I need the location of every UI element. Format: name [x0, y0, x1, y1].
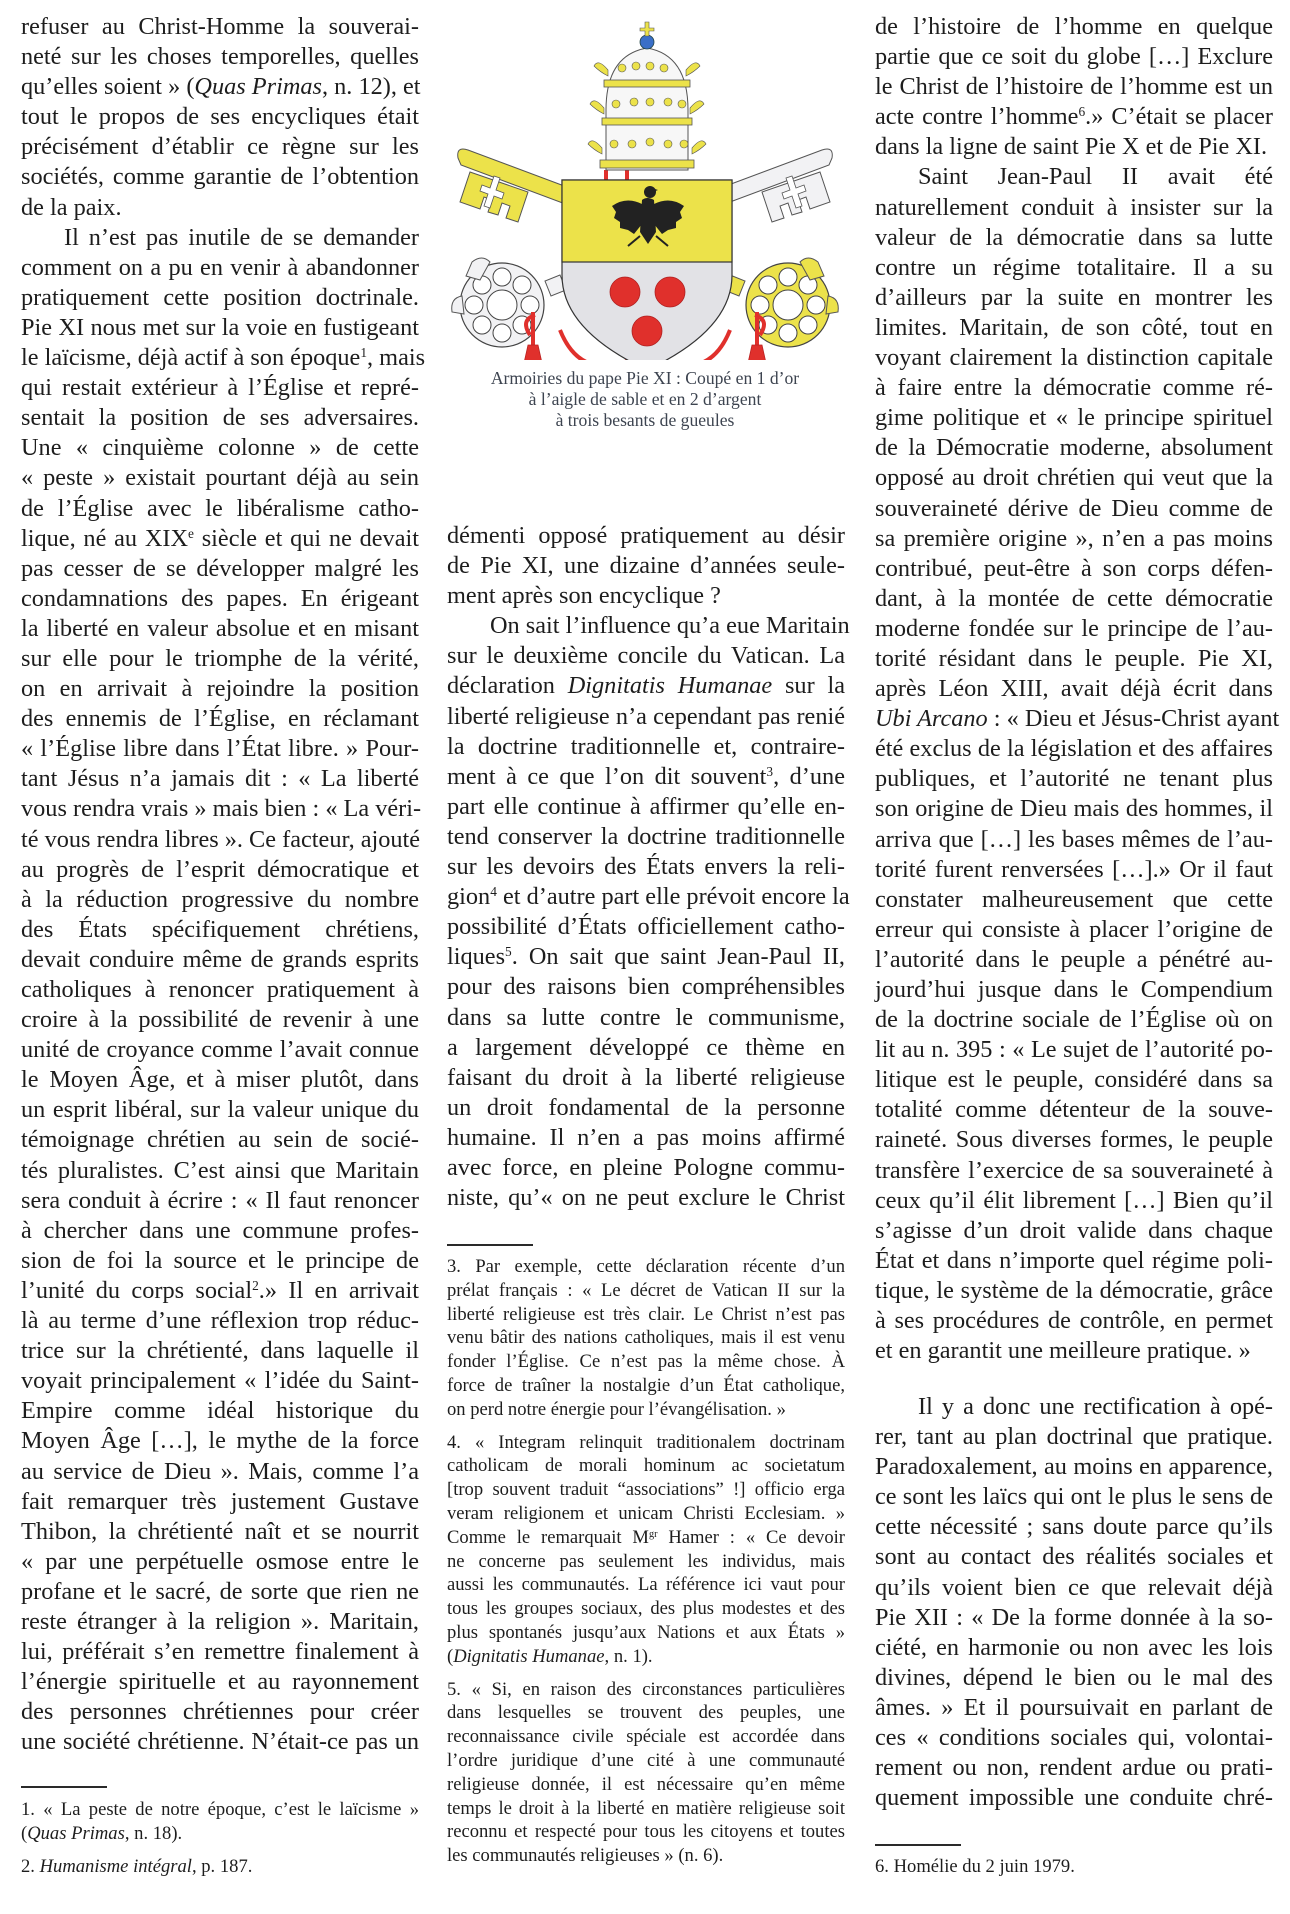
text-line: un droit fondamental de la personne — [447, 1093, 845, 1121]
footnote-line: force de traîner la nostalgie d’un État catholique, — [447, 1374, 845, 1396]
footnote-line: 3. Par exemple, cette déclaration récente d’un — [447, 1256, 845, 1277]
text-line: sera conduit à écrire : « Il faut renoncer — [21, 1186, 419, 1214]
footnote-line: l’ordre juridique d’une cité à une communauté — [447, 1749, 845, 1771]
text-line: refuser au Christ-Homme la souverai- — [21, 13, 419, 40]
footnote-line: les communautés religieuses » (n. 6). — [447, 1845, 724, 1867]
text-line: Thibon, la chrétienté naît et se nourrit — [21, 1517, 419, 1545]
italic-title: Ubi Arcano — [875, 705, 988, 733]
text-line: pour des raisons bien compréhensibles — [447, 973, 845, 1001]
footnote-line: religieuse donnée, il est nécessaire qu’en même — [447, 1773, 845, 1795]
text-line: niste, qu’« on ne peut exclure le Christ — [447, 1184, 845, 1212]
text-line: voyant clairement la distinction capitale — [875, 344, 1273, 372]
text-line: âmes. » Et il poursuivait en parlant de — [875, 1693, 1273, 1721]
text-line: faisant du droit à la liberté religieuse — [447, 1063, 845, 1091]
text-line: constater malheureusement que cette — [875, 885, 1273, 913]
text-line: erreur qui consiste à placer l’origine de — [875, 915, 1273, 943]
text-line: Pie XI nous met sur la voie en fustigeant — [21, 313, 419, 341]
papal-tiara — [588, 22, 706, 170]
text-line: Il n’est pas inutile de se demander — [64, 223, 419, 251]
text-line: à ses procédures de contrôle, en permet — [875, 1307, 1273, 1335]
text-line: partie que ce soit du globe […] Exclure — [875, 43, 1273, 71]
footnote-gap — [447, 1422, 845, 1431]
text-line: divines, dépend le bien ou le mal des — [875, 1663, 1273, 1691]
text-line: été exclus de la législation et des affaires — [875, 735, 1273, 763]
middle-column-body — [447, 521, 850, 1213]
text-line: Il y a donc une rectification à opé- — [918, 1393, 1273, 1420]
text-line: précisément d’établir ce règne sur les — [21, 133, 419, 161]
orb-icon — [640, 35, 654, 49]
footnote-line: reconnu et respecté pour tous les citoyens et toutes — [447, 1821, 845, 1843]
left-column-footnotes — [21, 1798, 419, 1878]
text-line: au service de Dieu ». Mais, comme l’a — [21, 1457, 419, 1485]
text-line: lique, né au XIXe siècle et qui ne devait — [21, 524, 419, 552]
text-line: « par une perpétuelle osmose entre le — [21, 1547, 419, 1575]
text-line: un esprit libéral, sur la valeur unique du — [21, 1096, 419, 1124]
coat-of-arms-pius-xi — [430, 0, 860, 360]
footnote-line: 5. « Si, en raison des circonstances particulières — [447, 1678, 845, 1700]
shield — [562, 180, 732, 360]
right-column-body-continued — [875, 1392, 1273, 1813]
italic-title: Dignitatis Humanae — [567, 672, 773, 700]
footnote — [21, 1855, 419, 1879]
text-line: reste étranger à la religion ». Maritain, — [21, 1607, 419, 1635]
text-line: ces « conditions sociales qui, volontai- — [875, 1724, 1273, 1752]
text-line: humaine. Il n’en a pas moins affirmé — [447, 1123, 845, 1151]
footnote-ref[interactable]: 2 — [252, 1277, 259, 1293]
footnote-ref[interactable]: 1 — [360, 345, 368, 361]
text-line: qu’elles soient » (Quas Primas, n. 12), et — [21, 73, 421, 101]
italic-title: Humanisme intégral — [39, 1855, 192, 1877]
text-line: liberté religieuse n’a cependant pas renié — [447, 702, 845, 730]
footnote-line: fonder l’Église. Ce n’est pas la même chose. À — [447, 1351, 845, 1373]
text-line: et en garantit une meilleure pratique. » — [875, 1337, 1251, 1365]
footnote-rule-left — [21, 1786, 107, 1788]
text-line: contre un régime totalitaire. Il a su — [875, 253, 1273, 281]
text-line: le Christ de l’histoire de l’homme est un — [875, 73, 1273, 101]
footnote-ref[interactable]: e — [188, 525, 194, 541]
text-line: part elle continue à affirmer qu’elle en- — [447, 792, 845, 820]
text-line: profane et le sacré, de sorte que rien ne — [21, 1577, 419, 1605]
text-line: fait remarquer très justement Gustave — [21, 1487, 419, 1515]
text-line: « peste » existait pourtant déjà au sein — [21, 464, 419, 492]
text-line: pas cesser de se développer malgré les — [21, 554, 419, 582]
footnote — [875, 1855, 1273, 1879]
text-line: voyait principalement « l’idée du Saint- — [21, 1367, 419, 1395]
footnote-line: tous les groupes sociaux, des plus modestes et des — [447, 1598, 845, 1620]
footnote — [447, 1255, 845, 1422]
text-line: tant Jésus n’a jamais dit : « La liberté — [21, 765, 419, 793]
text-line: croire à la possibilité de revenir à une — [21, 1006, 419, 1034]
text-line: sont au contact des réalités sociales et — [875, 1543, 1273, 1571]
text-line: de la paix. — [21, 193, 122, 221]
text-line: la liberté en valeur absolue et en misant — [21, 614, 419, 642]
text-line: lit au n. 395 : « Le sujet de l’autorité po- — [875, 1036, 1273, 1064]
text-line: « l’Église libre dans l’État libre. » Pour- — [21, 735, 419, 763]
footnote-line: (Dignitatis Humanae, n. 1). — [447, 1645, 653, 1667]
caption-line: à l’aigle de sable et en 2 d’argent — [528, 389, 762, 409]
text-line: gion$^4$ et d’autre part elle prévoit encore la — [447, 883, 850, 911]
right-column-footnotes — [875, 1855, 1273, 1879]
footnote-line: 6. Homélie du 2 juin 1979. — [875, 1856, 1075, 1877]
text-line: de la Démocratie moderne, absolument — [875, 434, 1273, 462]
text-line: des ennemis de l’Église, en réclamant — [21, 705, 419, 733]
text-line: rement ou non, rendent ardue ou prati- — [875, 1754, 1273, 1782]
text-line: Moyen Âge […], le mythe de la force — [21, 1427, 419, 1455]
footnote-line: catholicam de morali hominum ac societatum — [447, 1455, 845, 1477]
footnote — [447, 1678, 845, 1868]
text-line: contribué, peut-être à son corps défen- — [875, 554, 1273, 582]
text-line: transfère l’exercice de sa souveraineté à — [875, 1156, 1273, 1184]
text-line: gime politique et « le principe spirituel — [875, 404, 1273, 432]
text-line: cette nécessité ; sans doute parce qu’ils — [875, 1513, 1273, 1541]
text-line: d’ailleurs par la suite en montrer les — [875, 283, 1273, 311]
text-line: s’agisse d’un droit valide dans chaque — [875, 1216, 1273, 1244]
footnote-ref[interactable]: 6 — [1078, 104, 1086, 120]
text-line: Pie XII : « De la forme donnée à la so- — [875, 1603, 1273, 1631]
text-line: tique, le système de la démocratie, grâce — [875, 1276, 1273, 1304]
italic-title: Quas Primas — [27, 1822, 125, 1844]
text-line: limites. Maritain, de son côté, tout en — [875, 313, 1273, 341]
text-line: des États spécifiquement chrétiens, — [21, 915, 419, 943]
text-line: déclaration Dignitatis Humanae sur la — [447, 672, 845, 700]
footnote-ref[interactable]: gr — [648, 1528, 658, 1540]
footnote-line: veram religionem et unicam Christi Ecclesiam. » — [447, 1502, 845, 1524]
text-line: totalité comme détenteur de la souve- — [875, 1096, 1273, 1124]
text-line: valeur de la démocratie dans sa lutte — [875, 223, 1273, 251]
text-line: la doctrine traditionnelle et, contraire- — [447, 732, 845, 760]
text-line: une société chrétienne. N’était-ce pas un — [21, 1728, 419, 1756]
footnote-line: dans lesquelles se trouvent des peuples, une — [447, 1702, 845, 1724]
text-line: qui restait extérieur à l’Église et repré- — [21, 374, 419, 402]
footnote-line: ne concerne pas seulement les individus, mais — [447, 1550, 845, 1572]
text-line: publiques, et l’autorité ne tenant plus — [875, 765, 1273, 793]
text-line: sur les devoirs des États envers la reli- — [447, 853, 845, 881]
text-line: à faire entre la démocratie comme ré- — [875, 374, 1273, 402]
text-line: comment on a pu en venir à abandonner — [21, 253, 419, 281]
text-line: sa première origine », n’en a pas moins — [875, 524, 1273, 552]
paragraph — [875, 12, 1273, 162]
text-line: l’énergie spirituelle et au rayonnement — [21, 1668, 419, 1696]
text-line: pratiquement cette position doctrinale. — [21, 283, 419, 311]
footnote-line: liberté religieuse est très clair. Le Christ n’est pas — [447, 1303, 845, 1325]
text-line: catholiques à renoncer pratiquement à — [21, 976, 419, 1003]
text-line: ment à ce que l’on dit souvent$^3$, d’une — [447, 762, 845, 790]
footnote-line: venu bâtir des nations catholiques, mais il est venu — [447, 1327, 845, 1349]
text-line: Empire comme idéal historique du — [21, 1397, 419, 1425]
text-line: litique est le peuple, considéré dans sa — [875, 1066, 1273, 1094]
footnote-line: plus spontanés jusqu’aux Nations et aux États » — [447, 1621, 845, 1643]
text-line: témoignage chrétien au sein de socié- — [21, 1126, 419, 1154]
footnote-line: on perd notre énergie pour l’évangélisation. » — [447, 1398, 786, 1420]
text-line: torité résidant dans le peuple. Pie XI, — [875, 644, 1273, 672]
right-column-body — [875, 12, 1280, 1366]
footnote-ref[interactable]: 3 — [766, 763, 774, 779]
text-line: Une « cinquième colonne » de cette — [21, 434, 419, 462]
text-line: devait conduire même de grands esprits — [21, 945, 419, 973]
text-line: à la réduction progressive du nombre — [21, 885, 419, 913]
besant-2 — [655, 277, 685, 307]
footnote-gap — [447, 1669, 845, 1678]
text-line: sion de foi la source et le principe de — [21, 1246, 419, 1274]
text-line: a largement développé ce thème en — [447, 1033, 845, 1061]
text-line: Saint Jean-Paul II avait été — [918, 163, 1273, 191]
text-line: ce sont les laïcs qui ont le plus le sens de — [875, 1483, 1273, 1511]
text-line: sentait la position de ses adversaires. — [21, 404, 419, 432]
text-line: l’autorité dans le peuple a pénétré au- — [875, 945, 1273, 973]
text-line: dans la ligne de saint Pie X et de Pie XI. — [875, 133, 1268, 161]
footnote-ref[interactable]: 4 — [490, 884, 497, 900]
footnote-line: 1. « La peste de notre époque, c’est le laïcisme » — [21, 1799, 419, 1820]
text-line: trice sur la chrétienté, dans laquelle il — [21, 1337, 419, 1365]
text-line: vous rendra vrais » mais bien : « La véri- — [21, 795, 422, 823]
footnote-rule-right — [875, 1844, 961, 1846]
italic-title: Dignitatis Humanae — [453, 1645, 605, 1667]
footnote — [447, 1431, 845, 1669]
besant-3 — [632, 316, 662, 346]
text-line: moderne fondée sur le principe de l’au- — [875, 614, 1273, 642]
footnote-line: temps le droit à la liberté en matière religieuse soit — [447, 1797, 845, 1819]
text-line: sociétés, comme garantie de l’obtention — [21, 163, 419, 191]
text-line: tés pluralistes. C’est ainsi que Maritain — [21, 1156, 419, 1184]
text-line: tend conserver la doctrine traditionnelle — [447, 822, 845, 850]
paragraph — [447, 521, 845, 611]
text-line: l’unité du corps social$^2$.» Il en arrivait — [21, 1276, 419, 1304]
text-line: qu’ils voient bien ce que relevait déjà — [875, 1573, 1273, 1601]
footnote-ref[interactable]: 5 — [505, 944, 512, 960]
text-line: condamnations des papes. En érigeant — [21, 584, 419, 612]
text-line: Paradoxalement, au moins en apparence, — [875, 1453, 1273, 1481]
text-line: souveraineté dérive de Dieu comme de — [875, 494, 1273, 522]
text-line: après Léon XIII, avait déjà écrit dans — [875, 675, 1273, 703]
text-line: dant, à la montée de cette démocratie — [875, 584, 1273, 612]
text-line: tout le propos de ses encycliques était — [21, 103, 419, 131]
text-line: raineté. Sous diverses formes, le peuple — [875, 1126, 1273, 1154]
text-line: ceux qu’il élit librement […] Bien qu’il — [875, 1186, 1273, 1214]
text-line: ciété, en harmonie ou non avec les lois — [875, 1633, 1273, 1661]
text-line: des personnes chrétiennes pour créer — [21, 1698, 419, 1726]
text-line: démenti opposé pratiquement au désir — [447, 522, 845, 549]
footnote-line: (Quas Primas, n. 18). — [21, 1822, 183, 1844]
text-line: possibilité d’États officiellement catho- — [447, 913, 845, 941]
footnote-rule-middle — [447, 1244, 533, 1246]
text-line: de Pie XI, une dizaine d’années seule- — [447, 552, 845, 580]
footnote-line: reconnaissance civile spéciale est accordée dans — [447, 1726, 845, 1748]
footnote-line: prélat français : « Le décret de Vatican II sur la — [447, 1279, 845, 1301]
besant-1 — [610, 277, 640, 307]
text-line: arriva que […] les bases mêmes de l’au- — [875, 825, 1273, 853]
text-line: son origine de Dieu mais des hommes, il — [875, 795, 1273, 823]
footnote-line: Comme le remarquait $M^{gr}$ Hamer : « Ce devoir — [447, 1526, 845, 1548]
text-line: de la doctrine sociale de l’Église où on — [875, 1006, 1273, 1034]
text-line: de l’Église avec le libéralisme catho- — [21, 494, 419, 522]
text-line: torité furent renversées […].» Or il faut — [875, 855, 1273, 883]
footnote-line: 2. Humanisme intégral, p. 187. — [21, 1855, 253, 1877]
right-tassel — [746, 345, 768, 360]
text-line: Ubi Arcano : « Dieu et Jésus-Christ ayant — [875, 705, 1280, 733]
text-line: opposé au droit chrétien qui veut que la — [875, 464, 1273, 492]
caption-line: à trois besants de gueules — [555, 410, 735, 430]
left-column-body — [21, 12, 426, 1757]
paragraph — [875, 162, 1280, 1366]
text-line: État et dans n’importe quel régime poli- — [875, 1246, 1273, 1274]
left-tassel — [522, 345, 544, 360]
text-line: liques$^5$. On sait que saint Jean-Paul II, — [447, 943, 845, 971]
cross-icon — [640, 22, 654, 36]
middle-column-footnotes — [447, 1255, 845, 1868]
text-line: unité de croyance comme l’avait connue — [21, 1036, 419, 1064]
text-line: rer, tant au plan doctrinal que pratique. — [875, 1423, 1273, 1451]
text-line: on en arrivait à rejoindre la position — [21, 675, 419, 703]
text-line: neté sur les choses temporelles, quelles — [21, 43, 419, 71]
figure-caption — [430, 368, 860, 431]
footnote — [21, 1798, 419, 1846]
text-line: ment après son encyclique ? — [447, 582, 721, 610]
text-line: acte contre l’homme$^6$.» C’était se placer — [875, 103, 1273, 131]
text-line: quement impossible une conduite chré- — [875, 1784, 1273, 1812]
text-line: là au terme d’une réflexion trop réduc- — [21, 1307, 419, 1335]
text-line: de l’histoire de l’homme en quelque — [875, 13, 1273, 40]
italic-title: Quas Primas — [194, 73, 322, 101]
paragraph — [21, 223, 426, 1758]
text-line: sur elle pour le triomphe de la vérité, — [21, 644, 419, 672]
text-line: le laïcisme, déjà actif à son époque$^1$, mais — [21, 344, 426, 372]
text-line: naturellement conduit à insister sur la — [875, 193, 1273, 221]
paragraph — [875, 1392, 1273, 1813]
footnote-line: [trop souvent traduit “associations” !] officio erga — [447, 1479, 845, 1501]
text-line: avec force, en pleine Pologne commu- — [447, 1153, 845, 1181]
text-line: le Moyen Âge, et à miser plutôt, dans — [21, 1066, 419, 1094]
text-line: à chercher dans une commune profes- — [21, 1216, 419, 1244]
footnote-gap — [21, 1846, 419, 1855]
footnote-line: 4. « Integram relinquit traditionalem doctrinam — [447, 1431, 845, 1453]
text-line: dans sa lutte contre le communisme, — [447, 1003, 845, 1031]
paragraph — [21, 12, 419, 223]
footnote-line: aussi les communautés. La référence ici vaut pour — [447, 1574, 845, 1596]
text-line: té vous rendra libres ». Ce facteur, ajouté — [21, 825, 421, 853]
text-line: au progrès de l’esprit démocratique et — [21, 855, 419, 883]
text-line: jourd’hui jusque dans le Compendium — [875, 976, 1273, 1003]
caption-line: Armoiries du pape Pie XI : Coupé en 1 d’or — [490, 368, 800, 388]
paragraph — [447, 611, 850, 1213]
text-line: On sait l’influence qu’a eue Maritain — [490, 612, 850, 640]
text-line: lui, préférait s’en remettre finalement à — [21, 1638, 419, 1666]
text-line: sur le deuxième concile du Vatican. La — [447, 642, 845, 670]
